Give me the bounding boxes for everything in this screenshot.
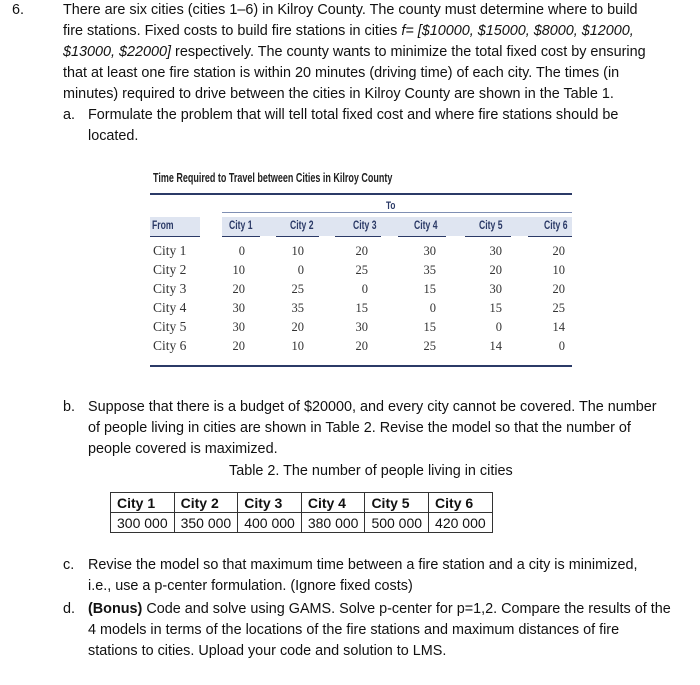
table1-row-label: City 2 — [153, 262, 187, 277]
table1-from-header — [150, 217, 200, 236]
table1-row-label: City 3 — [153, 281, 187, 296]
table1-cell: 20 — [355, 244, 368, 258]
table1-cell: 10 — [552, 263, 565, 277]
table1-cell: 20 — [291, 320, 304, 334]
table1-cell: 25 — [552, 301, 565, 315]
bonus-label: (Bonus) — [88, 601, 143, 617]
part-c-line-2: i.e., use a p-center formulation. (Ignore fixed costs) — [88, 578, 413, 594]
table2-header-cell: City 6 — [429, 493, 493, 513]
part-a-line-2: located. — [88, 128, 139, 144]
part-a-letter: a. — [63, 107, 76, 123]
table1-cell: 20 — [489, 263, 502, 277]
table1-column-headers — [222, 217, 572, 236]
table1-cell: 20 — [355, 339, 368, 353]
table1-cell: 25 — [355, 263, 368, 277]
table2-value-cell: 380 000 — [301, 513, 365, 533]
table1-cell: 14 — [552, 320, 565, 334]
fixed-costs-vector-part-2: $13000, $22000] — [63, 44, 172, 60]
part-c-line-1: Revise the model so that maximum time between a fire station and a city is minimized, — [88, 557, 638, 573]
table2-header-cell: City 4 — [301, 493, 365, 513]
table1-cell: 15 — [355, 301, 368, 315]
table1-col-underline — [335, 236, 381, 237]
table1-col-header: City 6 — [544, 220, 568, 232]
table1-col-underline — [528, 236, 572, 237]
table1-cell: 10 — [232, 263, 245, 277]
table2-header-cell: City 2 — [174, 493, 238, 513]
table1-from-label: From — [152, 220, 174, 232]
table1-cell: 0 — [361, 282, 368, 296]
table2-header-cell: City 5 — [365, 493, 429, 513]
table1-cell: 20 — [552, 282, 565, 296]
question-line-5: minutes) required to drive between the cities in Kilroy County are shown in the Table 1. — [63, 86, 614, 102]
question-line-2 — [63, 21, 634, 42]
table1-bottom-rule — [150, 365, 572, 367]
part-b-line-1: Suppose that there is a budget of $20000, and every city cannot be covered. The number — [88, 399, 657, 415]
part-c-letter: c. — [63, 557, 75, 573]
table1-row-label: City 6 — [153, 338, 187, 353]
table1-cell: 15 — [423, 320, 436, 334]
part-d-letter: d. — [63, 601, 76, 617]
table1-col-underline — [465, 236, 511, 237]
table1-row-label: City 1 — [153, 243, 187, 258]
table1-cell: 20 — [232, 339, 245, 353]
table2-header-cell: City 3 — [238, 493, 302, 513]
table1-top-rule — [150, 193, 572, 195]
table2-value-cell: 500 000 — [365, 513, 429, 533]
table2-header-cell: City 1 — [111, 493, 175, 513]
table1-cell: 10 — [291, 244, 304, 258]
table1-caption: Time Required to Travel between Cities in Kilroy County — [153, 171, 393, 185]
table1-col-header: City 5 — [479, 220, 503, 232]
part-b-line-2: of people living in cities are shown in Table 2. Revise the model so that the number of — [88, 420, 631, 436]
table1-col-header: City 1 — [229, 220, 253, 232]
table1-cell: 25 — [291, 282, 304, 296]
part-d-line-1 — [88, 599, 671, 620]
table1-cell: 0 — [297, 263, 304, 277]
question-number: 6. — [12, 2, 25, 18]
table2-value-row — [111, 513, 493, 533]
question-line-2-text: fire stations. Fixed costs to build fire stations in cities — [63, 23, 402, 39]
table1-cell: 30 — [232, 320, 245, 334]
question-line-3 — [63, 42, 646, 63]
table1-from-underline — [150, 236, 200, 237]
table2-value-cell: 350 000 — [174, 513, 238, 533]
part-d-line-3: stations to cities. Upload your code and solution to LMS. — [88, 643, 447, 659]
table1-col-header: City 3 — [353, 220, 377, 232]
question-line-3-text: respectively. The county wants to minimize the total fixed cost by ensuring — [171, 44, 646, 60]
table1-header-rule — [222, 212, 572, 213]
table2-header-row — [111, 493, 493, 513]
table1-col-underline — [276, 236, 319, 237]
table1-cell: 30 — [489, 282, 502, 296]
table1-cell: 0 — [429, 301, 436, 315]
table1-cell: 10 — [291, 339, 304, 353]
table1-cell: 30 — [355, 320, 368, 334]
table1-row-label: City 4 — [153, 300, 187, 315]
question-line-1: There are six cities (cities 1–6) in Kilroy County. The county must determine where to build — [63, 2, 638, 18]
table1-cell: 15 — [489, 301, 502, 315]
table1-col-header: City 2 — [290, 220, 314, 232]
table2-value-cell: 420 000 — [429, 513, 493, 533]
table1-cell: 30 — [489, 244, 502, 258]
table1-col-header: City 4 — [414, 220, 438, 232]
table2-value-cell: 400 000 — [238, 513, 302, 533]
table1-cell: 30 — [232, 301, 245, 315]
table1-cell: 15 — [423, 282, 436, 296]
table1-cell: 30 — [423, 244, 436, 258]
table1-cell: 0 — [495, 320, 502, 334]
table1-cell: 20 — [552, 244, 565, 258]
table2-value-cell: 300 000 — [111, 513, 175, 533]
table1-to-label: To — [386, 200, 396, 212]
table1-cell: 25 — [423, 339, 436, 353]
table1-cell: 14 — [489, 339, 502, 353]
table1-cell: 35 — [423, 263, 436, 277]
part-b-line-3: people covered is maximized. — [88, 441, 278, 457]
table2 — [110, 492, 493, 533]
part-d-line-1-text: Code and solve using GAMS. Solve p-center for p=1,2. Compare the results of the — [142, 601, 671, 617]
part-a-line-1: Formulate the problem that will tell total fixed cost and where fire stations should be — [88, 107, 619, 123]
table1-col-underline — [222, 236, 260, 237]
table1-cell: 0 — [558, 339, 565, 353]
table1-col-underline — [398, 236, 446, 237]
table1-cell: 20 — [232, 282, 245, 296]
question-line-4: that at least one fire station is within 20 minutes (driving time) of each city. The times (in — [63, 65, 620, 81]
table1-cell: 35 — [291, 301, 304, 315]
fixed-costs-vector-part-1: f= [$10000, $15000, $8000, $12000, — [401, 23, 634, 39]
table1-cell: 0 — [238, 244, 245, 258]
part-b-letter: b. — [63, 399, 76, 415]
part-d-line-2: 4 models in terms of the locations of the fire stations and maximum distances of fire — [88, 622, 620, 638]
table2-caption: Table 2. The number of people living in cities — [229, 463, 513, 479]
table1-row-label: City 5 — [153, 319, 187, 334]
